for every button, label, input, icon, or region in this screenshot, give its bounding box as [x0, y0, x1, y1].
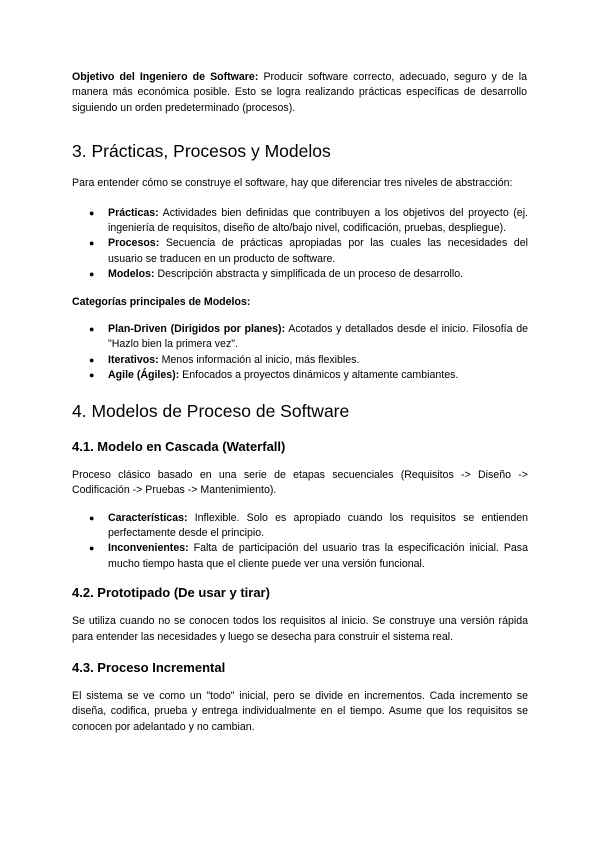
item-label: Inconvenientes: [108, 542, 189, 555]
section-4-heading: 4. Modelos de Proceso de Software [72, 400, 350, 421]
intro-text: Producir software correcto, adecuado, seguro y de la manera más económica posible. Esto se logra realizando prácticas específicas de desarrollo siguiendo un orden predeterminado (procesos). [72, 71, 527, 114]
section-4-1-paragraph: Proceso clásico basado en una serie de etapas secuenciales (Requisitos -> Diseño -> Codificación -> Pruebas -> Mantenimiento). [72, 468, 528, 497]
section-3-heading: 3. Prácticas, Procesos y Modelos [72, 141, 331, 162]
bullet-icon: ● [89, 207, 95, 218]
item-text: Menos información al inicio, más flexibles. [158, 353, 360, 366]
section-4-2-paragraph: Se utiliza cuando no se conocen todos los requisitos al inicio. Se construye una versión rápida para entender las necesidades y luego se desecha para construir el sistema real. [72, 615, 528, 643]
list-item [72, 511, 528, 542]
section-4-3-heading: 4.3. Proceso Incremental [72, 659, 226, 675]
item-label: Procesos: [108, 237, 160, 250]
waterfall-list [72, 511, 528, 573]
list-item [72, 267, 528, 282]
item-text: Acotados y detallados desde el inicio. Filosofía de "Hazlo bien la primera vez". [108, 323, 528, 351]
list-item [72, 322, 528, 353]
intro-label: Objetivo del Ingeniero de Software: [72, 71, 259, 83]
item-label: Agile (Ágiles): [108, 369, 180, 382]
item-text: Actividades bien definidas que contribuyen a los objetivos del proyecto (ej. ingeniería de requisitos, diseño de alto/bajo nivel, codificación, pruebas, despliegue). [108, 206, 528, 235]
categories-heading [72, 295, 528, 310]
item-label: Prácticas: [108, 206, 159, 219]
bullet-icon: ● [89, 512, 95, 523]
item-label: Características: [108, 511, 188, 524]
item-label: Iterativos: [108, 353, 159, 366]
bullet-icon: ● [89, 370, 95, 381]
list-item [72, 353, 528, 368]
section-4-1-heading: 4.1. Modelo en Cascada (Waterfall) [72, 438, 286, 454]
item-text: Secuencia de prácticas apropiadas por las cuales las necesidades del usuario se traducen en un producto de software. [108, 237, 528, 265]
item-text: Falta de participación del usuario tras la especificación inicial. Pasa mucho tiempo hasta que el cliente puede ver una versión funcional. [108, 542, 528, 570]
intro-paragraph [72, 70, 527, 116]
item-label: Modelos: [108, 268, 155, 281]
bullet-icon: ● [89, 324, 95, 335]
item-label: Plan-Driven (Dirigidos por planes): [108, 323, 286, 336]
list-item [72, 236, 528, 267]
list-item [72, 368, 528, 383]
categories-heading-text: Categorías principales de Modelos: [72, 295, 251, 308]
section-4-2-heading: 4.2. Prototipado (De usar y tirar) [72, 585, 270, 601]
section-4-3-paragraph: El sistema se ve como un "todo" inicial, pero se divide en incrementos. Cada incremento se diseña, codifica, prueba y entrega individualmente en el tiempo. Asume que los requisitos se conocen por adelantado y no cambian. [72, 689, 528, 733]
bullet-icon: ● [89, 269, 95, 280]
bullet-icon: ● [89, 238, 95, 249]
abstraction-levels-list [72, 206, 528, 283]
section-3-paragraph: Para entender cómo se construye el software, hay que diferenciar tres niveles de abstracción: [72, 177, 513, 190]
list-item [72, 206, 528, 237]
item-text: Enfocados a proyectos dinámicos y altamente cambiantes. [179, 369, 459, 382]
model-categories-list [72, 322, 528, 384]
bullet-icon: ● [89, 354, 95, 365]
bullet-icon: ● [89, 543, 95, 554]
item-text: Descripción abstracta y simplificada de un proceso de desarrollo. [154, 268, 464, 281]
item-text: Inflexible. Solo es apropiado cuando los requisitos se entienden perfectamente desde el principio. [108, 511, 528, 539]
list-item [72, 541, 528, 572]
